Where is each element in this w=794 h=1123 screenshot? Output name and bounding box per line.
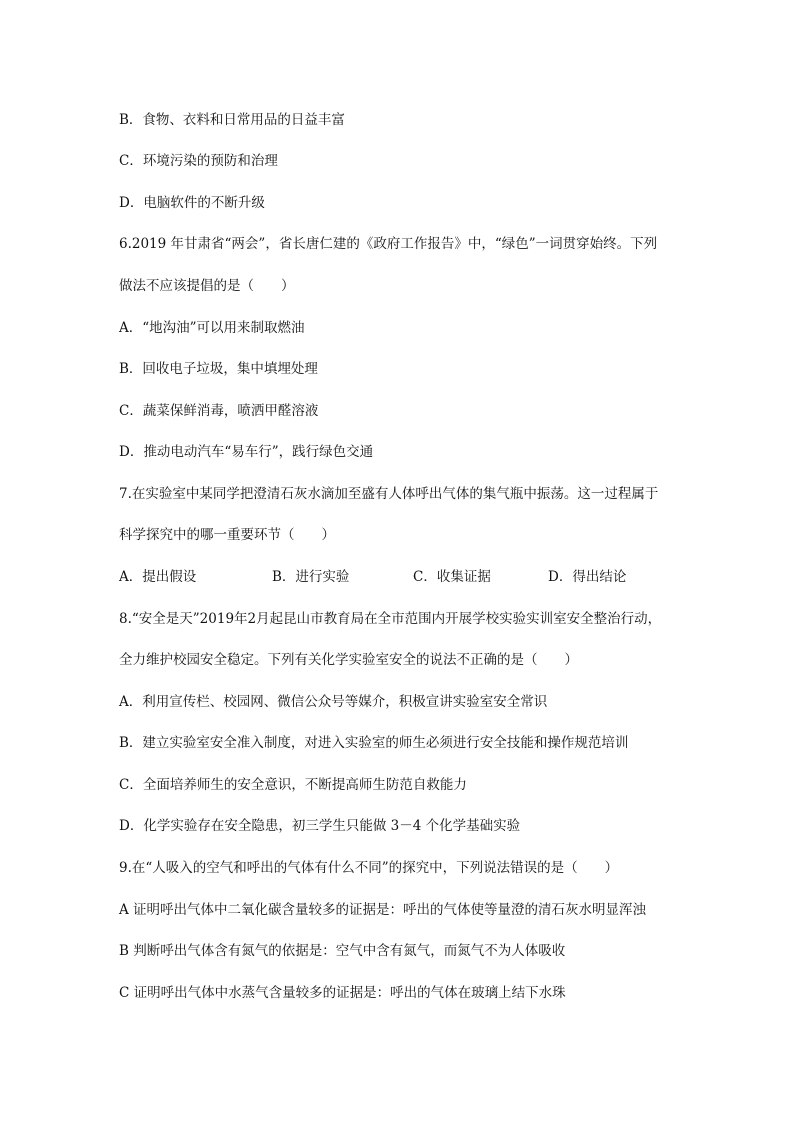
q9-option-a: A 证明呼出气体中二氧化碳含量较多的证据是：呼出的气体使等量澄的清石灰水明显浑浊	[119, 902, 647, 918]
q7-stem-line2: 科学探究中的哪一重要环节（ ）	[119, 527, 335, 543]
q6-option-b: B．回收电子垃圾，集中填埋处理	[119, 361, 318, 377]
q6-stem-line2: 做法不应该提倡的是（ ）	[119, 278, 295, 294]
q6-option-c: C．蔬菜保鲜消毒，喷洒甲醛溶液	[119, 403, 319, 419]
q8-stem-line1: 8.“安全是天”2019年2月起昆山市教育局在全市范围内开展学校实验实训室安全整治行动，	[119, 611, 662, 627]
q8-option-d: D．化学实验存在安全隐患，初三学生只能做 3－4 个化学基础实验	[119, 818, 521, 834]
q7-stem-line1: 7.在实验室中某同学把澄清石灰水滴加至盛有人体呼出气体的集气瓶中振荡。这一过程属于	[119, 486, 659, 502]
q5-option-c: C．环境污染的预防和治理	[119, 153, 278, 169]
q6-option-d: D．推动电动汽车“易车行”，践行绿色交通	[119, 444, 374, 460]
q7-option-b: B．进行实验	[272, 569, 350, 585]
q5-option-b: B．食物、衣料和日常用品的日益丰富	[119, 112, 345, 128]
q5-option-d: D．电脑软件的不断升级	[119, 195, 265, 211]
q9-option-c: C 证明呼出气体中水蒸气含量较多的证据是：呼出的气体在玻璃上结下水珠	[119, 985, 566, 1001]
q7-option-d: D．得出结论	[548, 569, 627, 585]
q9-stem-line1: 9.在“人吸入的空气和呼出的气体有什么不同”的探究中，下列说法错误的是（ ）	[119, 860, 619, 876]
q8-stem-line2: 全力维护校园安全稳定。下列有关化学实验室安全的说法不正确的是（ ）	[119, 652, 578, 668]
q7-options-row	[119, 568, 679, 586]
q6-option-a: A．“地沟油”可以用来制取燃油	[119, 320, 305, 336]
q8-option-b: B．建立实验室安全准入制度，对进入实验室的师生必须进行安全技能和操作规范培训	[119, 735, 629, 751]
q6-stem-line1: 6.2019 年甘肃省“两会”，省长唐仁建的《政府工作报告》中，“绿色”一词贯穿始终。下列	[119, 236, 658, 252]
q7-option-a: A．提出假设	[119, 569, 197, 585]
q9-option-b: B 判断呼出气体含有氮气的依据是：空气中含有氮气，而氮气不为人体吸收	[119, 943, 566, 959]
q7-option-c: C．收集证据	[413, 569, 491, 585]
q8-option-a: A．利用宣传栏、校园网、微信公众号等媒介，积极宣讲实验室安全常识	[119, 694, 548, 710]
q8-option-c: C．全面培养师生的安全意识，不断提高师生防范自救能力	[119, 777, 467, 793]
